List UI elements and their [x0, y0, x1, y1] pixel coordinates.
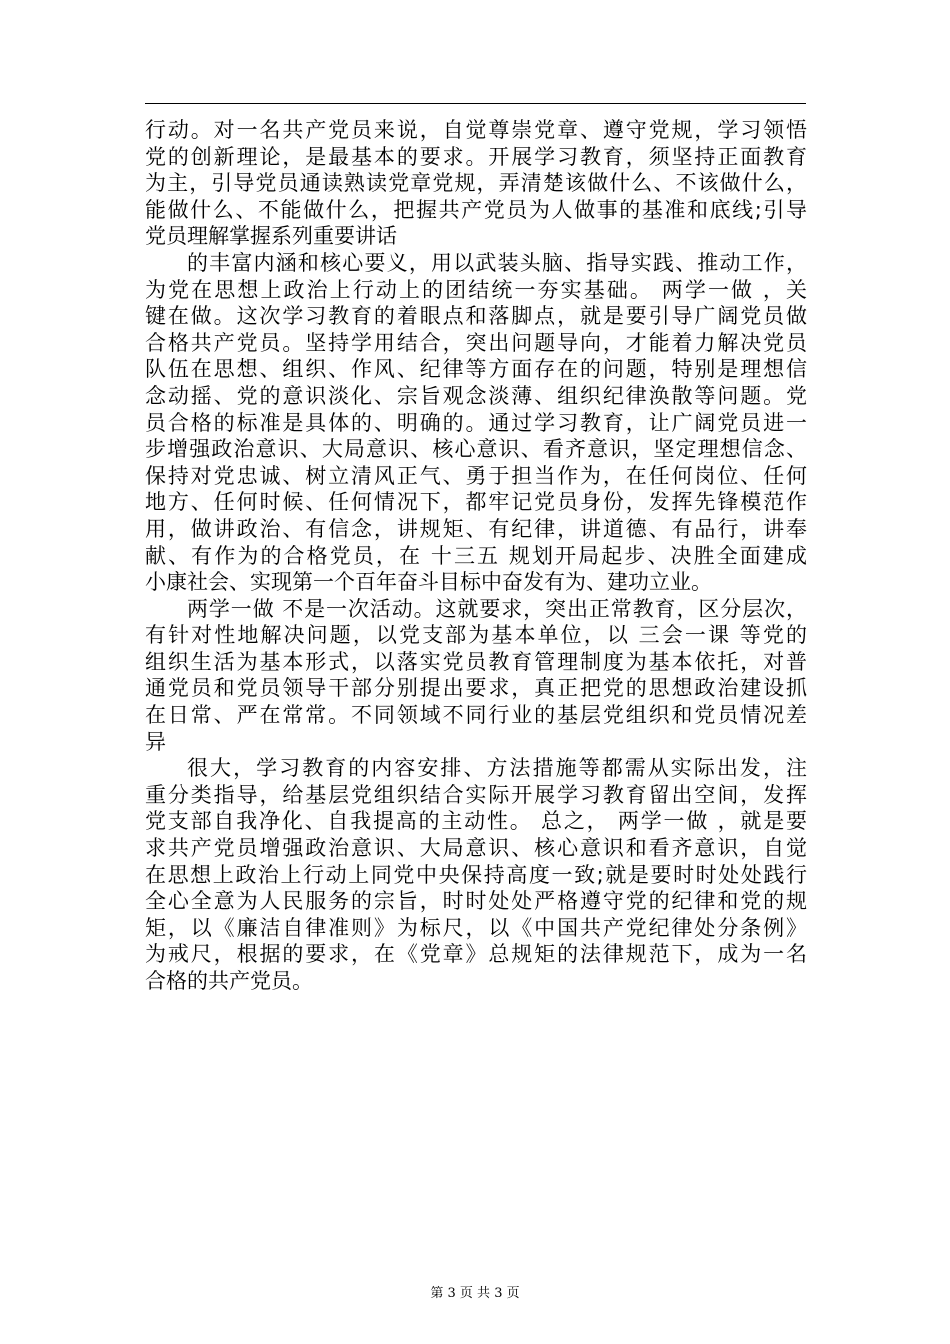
text-line: 党支部自我净化、自我提高的主动性。 总之， 两学一做 ，就是要 — [145, 809, 807, 834]
text-line: 员合格的标准是具体的、明确的。通过学习教育，让广阔党员进一 — [145, 410, 807, 435]
text-line: 两学一做 不是一次活动。这就要求，突出正常教育，区分层次， — [187, 596, 807, 621]
document-body — [145, 117, 807, 995]
text-line: 全心全意为人民服务的宗旨，时时处处严格遵守党的纪律和党的规 — [145, 889, 807, 914]
text-line: 为戒尺，根据的要求，在《党章》总规矩的法律规范下，成为一名 — [145, 942, 807, 967]
text-line: 行动。对一名共产党员来说，自觉尊崇党章、遵守党规，学习领悟 — [145, 118, 807, 142]
text-line: 步增强政治意识、大局意识、核心意识、看齐意识，坚定理想信念、 — [145, 437, 807, 462]
text-line: 合格的共产党员。 — [145, 969, 313, 993]
text-line: 队伍在思想、组织、作风、纪律等方面存在的问题，特别是理想信 — [145, 357, 807, 382]
text-line: 键在做。这次学习教育的着眼点和落脚点，就是要引导广阔党员做 — [145, 304, 807, 329]
text-line: 小康社会、实现第一个百年奋斗目标中奋发有为、建功立业。 — [145, 570, 712, 595]
text-line: 重分类指导，给基层党组织结合实际开展学习教育留出空间，发挥 — [145, 782, 807, 807]
text-line: 能做什么、不能做什么，把握共产党员为人做事的基准和底线;引导 — [145, 197, 807, 222]
text-line: 异 — [145, 729, 166, 754]
text-line: 献、有作为的合格党员，在 十三五 规划开局起步、决胜全面建成 — [145, 543, 807, 568]
text-line: 有针对性地解决问题，以党支部为基本单位，以 三会一课 等党的 — [145, 623, 807, 648]
text-line: 用，做讲政治、有信念，讲规矩、有纪律，讲道德、有品行，讲奉 — [145, 516, 807, 541]
text-line: 合格共产党员。坚持学用结合，突出问题导向，才能着力解决党员 — [145, 330, 807, 355]
text-line: 组织生活为基本形式，以落实党员教育管理制度为基本依托，对普 — [145, 649, 807, 674]
header-rule — [145, 103, 806, 104]
text-line: 很大，学习教育的内容安排、方法措施等都需从实际出发，注 — [187, 756, 807, 781]
text-line: 在思想上政治上行动上同党中央保持高度一致;就是要时时处处践行 — [145, 862, 807, 887]
text-line: 为党在思想上政治上行动上的团结统一夯实基础。 两学一做 ，关 — [145, 277, 807, 302]
text-line: 在日常、严在常常。不同领域不同行业的基层党组织和党员情况差 — [145, 703, 807, 728]
text-line: 通党员和党员领导干部分别提出要求，真正把党的思想政治建设抓 — [145, 676, 807, 701]
text-line: 地方、任何时候、任何情况下，都牢记党员身份，发挥先锋模范作 — [145, 490, 807, 515]
text-line: 念动摇、党的意识淡化、宗旨观念淡薄、组织纪律涣散等问题。党 — [145, 383, 807, 408]
text-line: 的丰富内涵和核心要义，用以武装头脑、指导实践、推动工作， — [187, 250, 807, 275]
text-line: 矩，以《廉洁自律准则》为标尺，以《中国共产党纪律处分条例》 — [145, 915, 807, 940]
page-number-footer: 第 3 页 共 3 页 — [430, 1286, 520, 1301]
text-line: 为主，引导党员通读熟读党章党规，弄清楚该做什么、不该做什么， — [145, 171, 807, 196]
text-line: 党员理解掌握系列重要讲话 — [145, 224, 397, 249]
text-line: 党的创新理论，是最基本的要求。开展学习教育，须坚持正面教育 — [145, 144, 807, 169]
text-line: 保持对党忠诚、树立清风正气、勇于担当作为，在任何岗位、任何 — [145, 463, 807, 488]
text-line: 求共产党员增强政治意识、大局意识、核心意识和看齐意识，自觉 — [145, 836, 807, 861]
